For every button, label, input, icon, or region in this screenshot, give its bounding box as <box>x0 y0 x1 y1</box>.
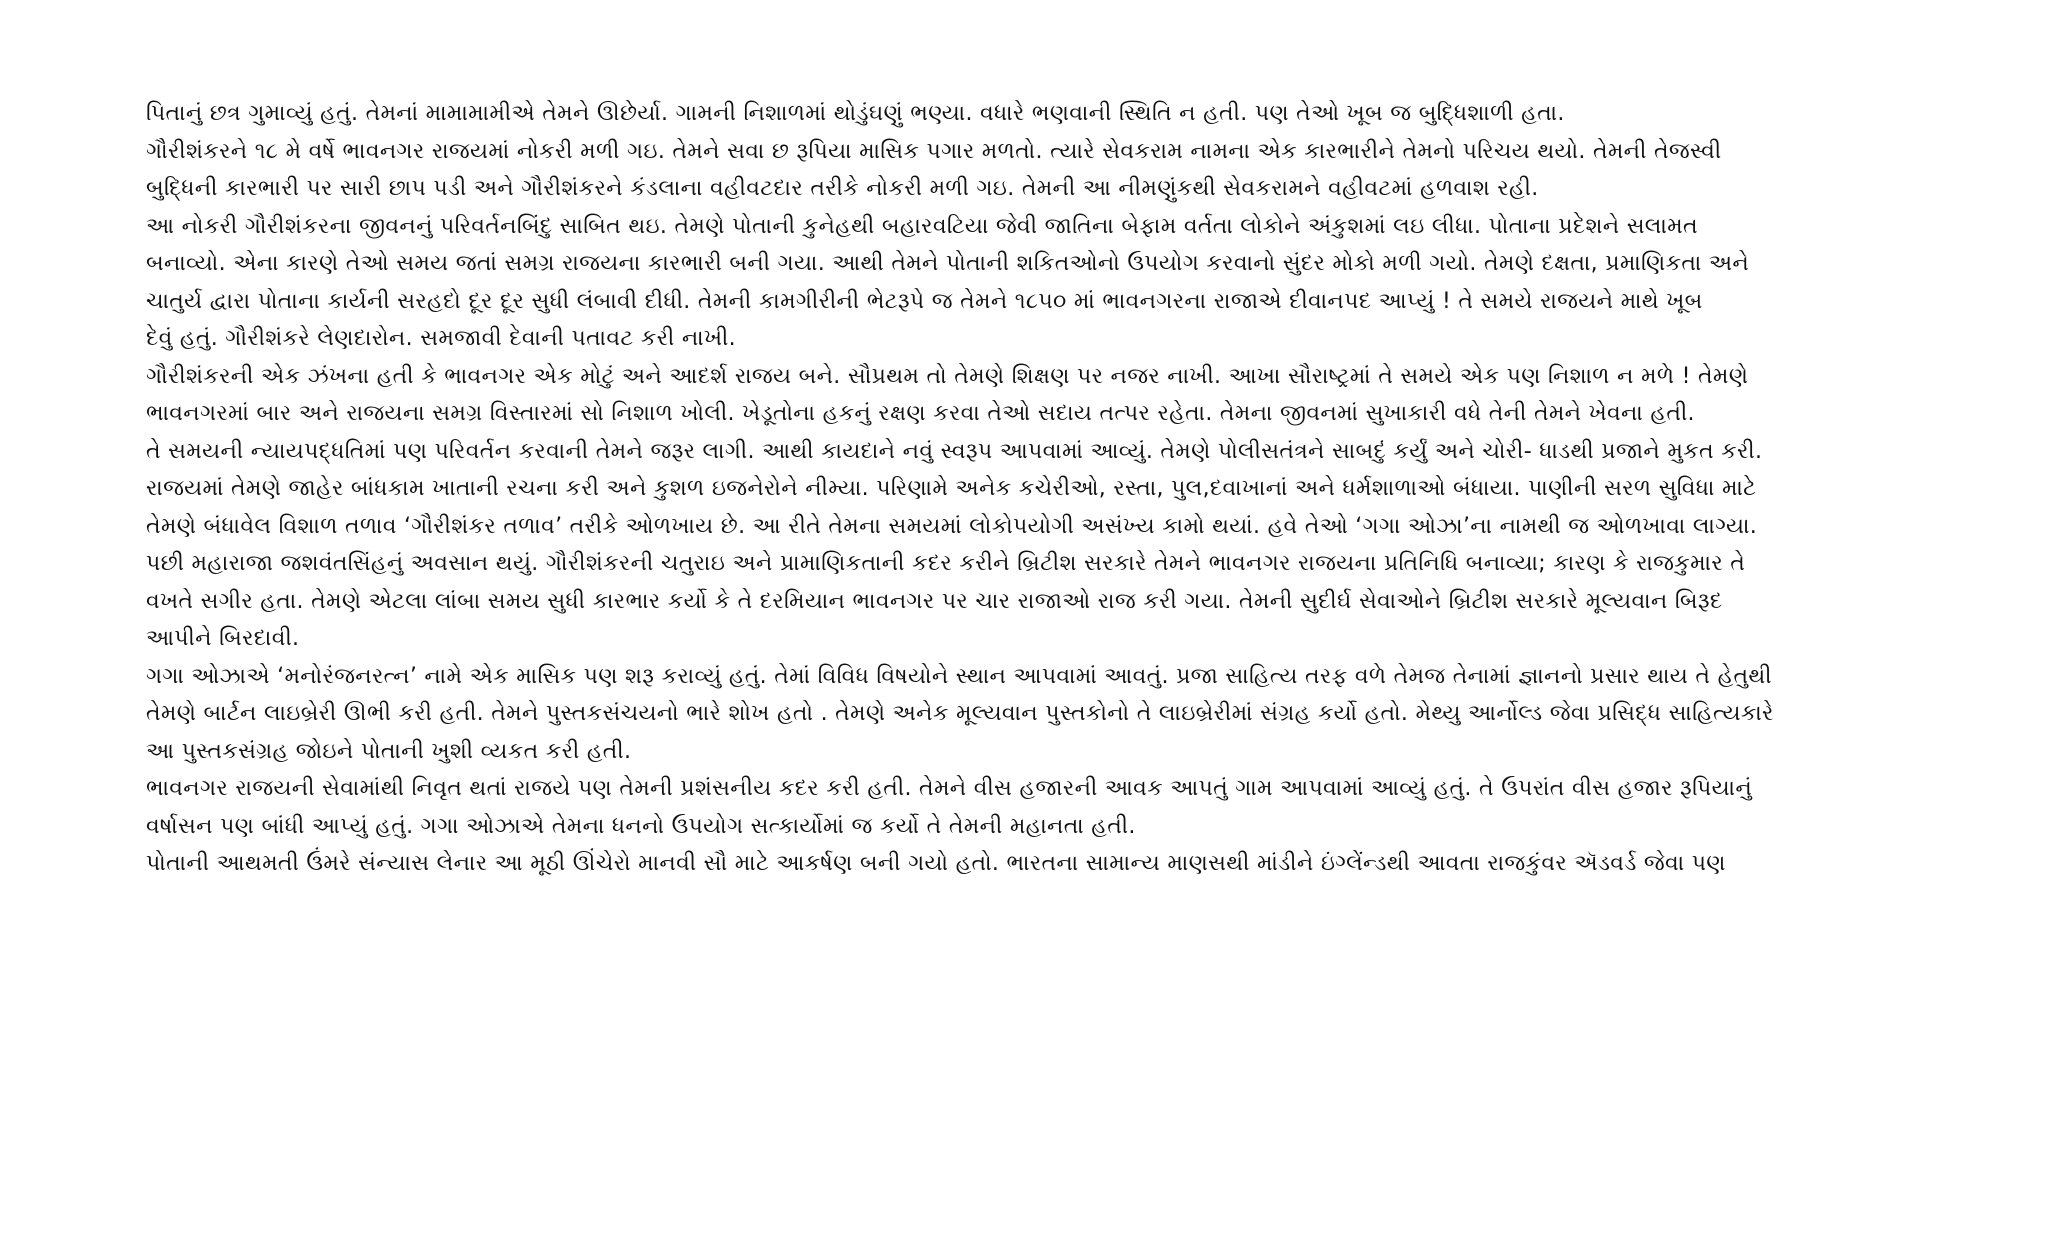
text-line: આ નોકરી ગૌરીશંકરના જીવનનું પરિવર્તનબિંદુ સાબિત થઇ. તેમણે પોતાની કુનેહથી બહારવટિયા જેવી જાતિના બેફામ વર્તતા લોકોને અંકુશમાં લઇ લીધા. પોતાના પ્રદેશને સલામત <box>146 213 1698 239</box>
text-line: રાજયમાં તેમણે જાહેર બાંધકામ ખાતાની રચના કરી અને કુશળ ઇજનેરોને નીમ્યા. પરિણામે અનેક કચેરીઓ, રસ્તા, પુલ,દવાખાનાં અને ધર્મશાળાઓ બંધાયા. પાણીની સરળ સુવિધા માટે <box>146 476 1757 501</box>
text-line: ગૌરીશંકરને ૧૮ મે વર્ષે ભાવનગર રાજયમાં નોકરી મળી ગઇ. તેમને સવા છ રૂપિયા માસિક પગાર મળતો. ત્યારે સેવકરામ નામના એક કારભારીને તેમનો પરિચય થયો. તેમની તેજસ્વી <box>146 138 1722 164</box>
text-line: ગગા ઓઝાએ ‘મનોરંજનરત્ન’ નામે એક માસિક પણ શરૂ કરાવ્યું હતું. તેમાં વિવિધ વિષયોને સ્થાન આપવામાં આવતું. પ્રજા સાહિત્ય તરફ વળે તેમજ તેનામાં જ્ઞાનનો પ્રસાર થાય તે હેતુથી <box>146 663 1772 689</box>
text-line: તેમણે બાર્ટન લાઇબ્રેરી ઊભી કરી હતી. તેમને પુસ્તકસંચયનો ભારે શોખ હતો . તેમણે અનેક મૂલ્યવાન પુસ્તકોનો તે લાઇબ્રેરીમાં સંગ્રહ કર્યો હતો. મેથ્યુ આર્નોલ્ડ જેવા પ્રસિદ્ધ સાહિત્યકારે <box>146 701 1774 726</box>
text-line: પિતાનું છત્ર ગુમાવ્યું હતું. તેમનાં મામામામીએ તેમને ઊછેર્યા. ગામની નિશાળમાં થોડુંઘણું ભણ્યા. વધારે ભણવાની સ્થિતિ ન હતી. પણ તેઓ ખૂબ જ બુદ્ધિશાળી હતા. <box>146 101 1565 126</box>
text-line: ગૌરીશંકરની એક ઝંખના હતી કે ભાવનગર એક મોટું અને આદર્શ રાજય બને. સૌપ્રથમ તો તેમણે શિક્ષણ પર નજર નાખી. આખા સૌરાષ્ટ્રમાં તે સમયે એક પણ નિશાળ ન મળે ! તેમણે <box>146 363 1749 389</box>
text-line: ભાવનગર રાજયની સેવામાંથી નિવૃત થતાં રાજયે પણ તેમની પ્રશંસનીય કદર કરી હતી. તેમને વીસ હજારની આવક આપતું ગામ આપવામાં આવ્યું હતું. તે ઉપરાંત વીસ હજાર રૂપિયાનું <box>146 776 1753 801</box>
text-line: ચાતુર્ય દ્વારા પોતાના કાર્યની સરહદો દૂર દૂર સુધી લંબાવી દીધી. તેમની કામગીરીની ભેટરૂપે જ તેમને ૧૮૫૦ માં ભાવનગરના રાજાએ દીવાનપદ આપ્યું ! તે સમયે રાજયને માથે ખૂબ <box>146 288 1703 314</box>
text-line: વર્ષાસન પણ બાંધી આપ્યું હતું. ગગા ઓઝાએ તેમના ધનનો ઉપયોગ સત્કાર્યોમાં જ કર્યો તે તેમની મહાનતા હતી. <box>146 813 1136 839</box>
text-line: આ પુસ્તકસંગ્રહ જોઇને પોતાની ખુશી વ્યકત કરી હતી. <box>146 738 632 764</box>
text-line: બુદ્ધિની કારભારી પર સારી છાપ પડી અને ગૌરીશંકરને કંડલાના વહીવટદાર તરીકે નોકરી મળી ગઇ. તેમની આ નીમણુંકથી સેવકરામને વહીવટમાં હળવાશ રહી. <box>146 176 1539 201</box>
text-line: વખતે સગીર હતા. તેમણે એટલા લાંબા સમય સુધી કારભાર કર્યો કે તે દરમિયાન ભાવનગર પર ચાર રાજાઓ રાજ કરી ગયા. તેમની સુદીર્ઘ સેવાઓને બ્રિટીશ સરકારે મૂલ્યવાન બિરૂદ <box>146 588 1723 614</box>
text-line: દેવું હતું. ગૌરીશંકરે લેણદારોન. સમજાવી દેવાની પતાવટ કરી નાખી. <box>146 326 736 351</box>
text-line: તે સમયની ન્યાયપદ્ધતિમાં પણ પરિવર્તન કરવાની તેમને જરૂર લાગી. આથી કાયદાને નવું સ્વરૂપ આપવામાં આવ્યું. તેમણે પોલીસતંત્રને સાબદું કર્યું અને ચોરી- ધાડથી પ્રજાને મુકત કરી. <box>146 438 1763 464</box>
text-line: આપીને બિરદાવી. <box>146 626 300 651</box>
text-line: પોતાની આથમતી ઉંમરે સંન્યાસ લેનાર આ મૂઠી ઊંચેરો માનવી સૌ માટે આકર્ષણ બની ગયો હતો. ભારતના સામાન્ય માણસથી માંડીને ઇંગ્લેંન્ડથી આવતા રાજકુંવર ઍડવર્ડ જેવા પણ <box>146 851 1726 876</box>
text-line: ભાવનગરમાં બાર અને રાજયના સમગ્ર વિસ્તારમાં સો નિશાળ ખોલી. ખેડૂતોના હકનું રક્ષણ કરવા તેઓ સદાય તત્પર રહેતા. તેમના જીવનમાં સુખાકારી વધે તેની તેમને ખેવના હતી. <box>146 401 1695 426</box>
document-page <box>146 95 1976 883</box>
text-line: પછી મહારાજા જશવંતસિંહનું અવસાન થયું. ગૌરીશંકરની ચતુરાઇ અને પ્રામાણિકતાની કદર કરીને બ્રિટીશ સરકારે તેમને ભાવનગર રાજયના પ્રતિનિધિ બનાવ્યા; કારણ કે રાજકુમાર તે <box>146 551 1746 576</box>
text-line: તેમણે બંધાવેલ વિશાળ તળાવ ‘ગૌરીશંકર તળાવ’ તરીકે ઓળખાય છે. આ રીતે તેમના સમયમાં લોકોપયોગી અસંખ્ય કામો થયાં. હવે તેઓ ‘ગગા ઓઝા’ના નામથી જ ઓળખાવા લાગ્યા. <box>146 513 1758 539</box>
text-line: બનાવ્યો. એના કારણે તેઓ સમય જતાં સમગ્ર રાજયના કારભારી બની ગયા. આથી તેમને પોતાની શકિતઓનો ઉપયોગ કરવાનો સુંદર મોકો મળી ગયો. તેમણે દક્ષતા, પ્રમાણિકતા અને <box>146 251 1750 276</box>
